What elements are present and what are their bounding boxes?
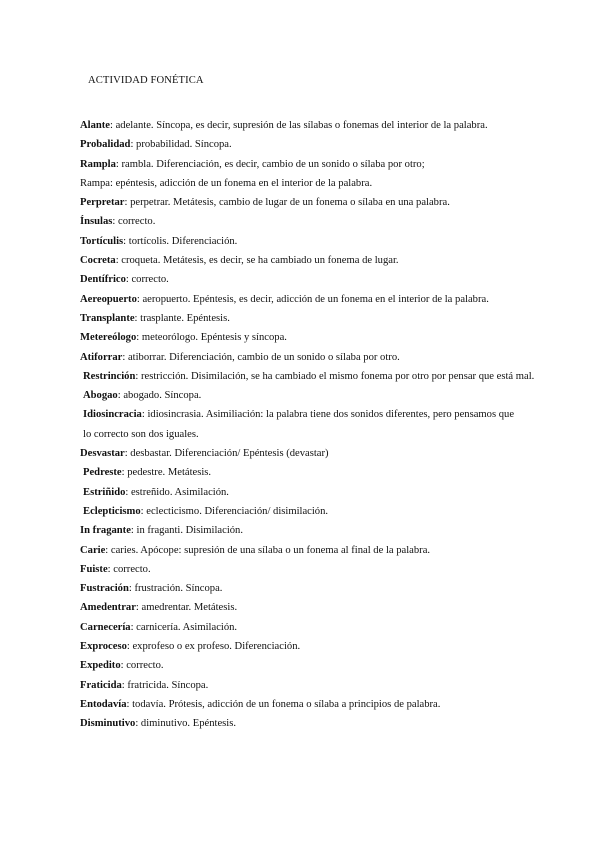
entry-term: Probalidad — [80, 139, 131, 151]
entry-description: : correcto. — [120, 660, 164, 672]
entry-description: : aeropuerto. Epéntesis, es decir, adicción de un fonema en el interior de la palabra. — [136, 293, 489, 305]
entry-item — [80, 637, 520, 656]
entry-item — [80, 676, 520, 695]
entry-item — [80, 579, 520, 598]
entry-term: Atiforrar — [80, 351, 123, 363]
entry-term: Fustración — [80, 583, 129, 595]
entry-term: Aereopuerto — [80, 293, 137, 305]
entry-item — [80, 695, 520, 714]
entry-term: Eclepticismo — [83, 505, 141, 517]
entry-description: : exprofeso o ex profeso. Diferenciación. — [126, 641, 301, 653]
entry-term: In fragante — [80, 525, 131, 537]
entry-item — [80, 212, 520, 231]
entry-item — [80, 116, 520, 135]
entry-description: : atiborrar. Diferenciación, cambio de un sonido o sílaba por otro. — [122, 351, 400, 363]
entry-description: : perpetrar. Metátesis, cambio de lugar de un fonema o sílaba en una palabra. — [124, 197, 450, 209]
entry-item — [80, 656, 520, 675]
entry-term: Fuiste — [80, 563, 108, 575]
entry-description: : desbastar. Diferenciación/ Epéntesis (devastar) — [124, 448, 329, 460]
entry-term: Dentífrico — [80, 274, 126, 286]
entry-description: : amedrentar. Metátesis. — [135, 602, 238, 614]
entry-description: : caries. Apócope: supresión de una sílaba o un fonema al final de la palabra. — [105, 544, 431, 556]
entry-description: : estreñido. Asimilación. — [125, 486, 229, 498]
entry-description: : rambla. Diferenciación, es decir, cambio de un sonido o sílaba por otro; — [115, 158, 425, 170]
entry-description: : tortícolis. Diferenciación. — [123, 235, 238, 247]
entry-description: : trasplante. Epéntesis. — [134, 312, 230, 324]
entry-term: Perpretar — [80, 197, 125, 209]
entry-item — [80, 348, 520, 367]
entry-description: : meteorólogo. Epéntesis y síncopa. — [136, 332, 287, 344]
entry-item — [80, 309, 520, 328]
entry-term: Idiosincracia — [83, 409, 142, 421]
entry-term: Alante — [80, 120, 111, 131]
entry-list — [80, 116, 535, 734]
entry-item — [80, 714, 520, 733]
entry-description: : eclecticismo. Diferenciación/ disimilación. — [140, 505, 329, 517]
entry-description: : correcto. — [112, 216, 156, 228]
entry-item — [80, 270, 520, 289]
entry-description: : probabilidad. Síncopa. — [130, 139, 232, 151]
entry-term: Amedentrar — [80, 602, 136, 614]
entry-description: : croqueta. Metátesis, es decir, se ha cambiado un fonema de lugar. — [115, 255, 399, 267]
entry-term: Cocreta — [80, 255, 116, 267]
entry-description: : correcto. — [125, 274, 169, 286]
entry-term: Restrinción — [83, 370, 136, 382]
entry-term: Abogao — [83, 390, 118, 402]
entry-item — [80, 598, 520, 617]
entry-description: : carnicería. Asimilación. — [130, 621, 238, 633]
entry-description: : in fraganti. Disimilación. — [130, 525, 243, 537]
entry-term: Carie — [80, 544, 106, 556]
entry-description: : diminutivo. Epéntesis. — [135, 718, 236, 730]
entry-description: : frustración. Síncopa. — [128, 583, 223, 595]
entry-term: Tortículis — [80, 235, 124, 247]
entry-term: Expedito — [80, 660, 121, 672]
entry-description: : adelante. Síncopa, es decir, supresión de las sílabas o fonemas del interior de la palabra. — [110, 120, 488, 131]
entry-term: Fraticida — [80, 679, 122, 691]
entry-term: Transplante — [80, 312, 135, 324]
entry-item — [80, 328, 520, 347]
entry-term: Disminutivo — [80, 718, 136, 730]
entry-item — [80, 560, 520, 579]
entry-item — [80, 405, 520, 444]
entry-description: : abogado. Síncopa. — [117, 390, 202, 402]
entry-term: Pedreste — [83, 467, 122, 479]
entry-term: Carnecería — [80, 621, 131, 633]
entry-term: Desvastar — [80, 448, 125, 460]
entry-item — [80, 232, 520, 251]
entry-term: Rampla — [80, 158, 116, 170]
entry-item — [80, 251, 520, 270]
entry-item — [80, 618, 520, 637]
entry-item — [80, 521, 520, 540]
entry-item — [80, 135, 520, 154]
entry-description: : todavía. Prótesis, adicción de un fonema o sílaba a principios de palabra. — [126, 698, 441, 710]
entry-item — [80, 541, 520, 560]
entry-description: : correcto. — [107, 563, 151, 575]
entry-item — [80, 367, 535, 386]
entry-term: Estriñido — [83, 486, 126, 498]
document-title: ACTIVIDAD FONÉTICA — [88, 75, 204, 86]
entry-item — [80, 174, 520, 193]
entry-description: : fratricida. Síncopa. — [121, 679, 209, 691]
entry-term: Metereólogo — [80, 332, 137, 344]
entry-item — [80, 290, 520, 309]
entry-description: : restricción. Disimilación, se ha cambiado el mismo fonema por otro por pensar que está mal. — [135, 370, 535, 382]
entry-item — [80, 483, 520, 502]
entry-term: Entodavía — [80, 698, 127, 710]
entry-term: Exproceso — [80, 641, 127, 653]
entry-description: Rampa: epéntesis, adicción de un fonema en el interior de la palabra. — [80, 177, 373, 189]
entry-description: : idiosincrasia. Asimiliación: la palabra tiene dos sonidos diferentes, pero pensamos que lo correcto son dos iguales. — [83, 409, 515, 440]
entry-item — [80, 444, 520, 463]
entry-item — [80, 193, 520, 212]
entry-item — [80, 386, 520, 405]
entry-item — [80, 463, 520, 482]
entry-item — [80, 502, 520, 521]
entry-description: : pedestre. Metátesis. — [121, 467, 212, 479]
entry-term: Ínsulas — [80, 216, 113, 228]
entry-item — [80, 155, 520, 174]
